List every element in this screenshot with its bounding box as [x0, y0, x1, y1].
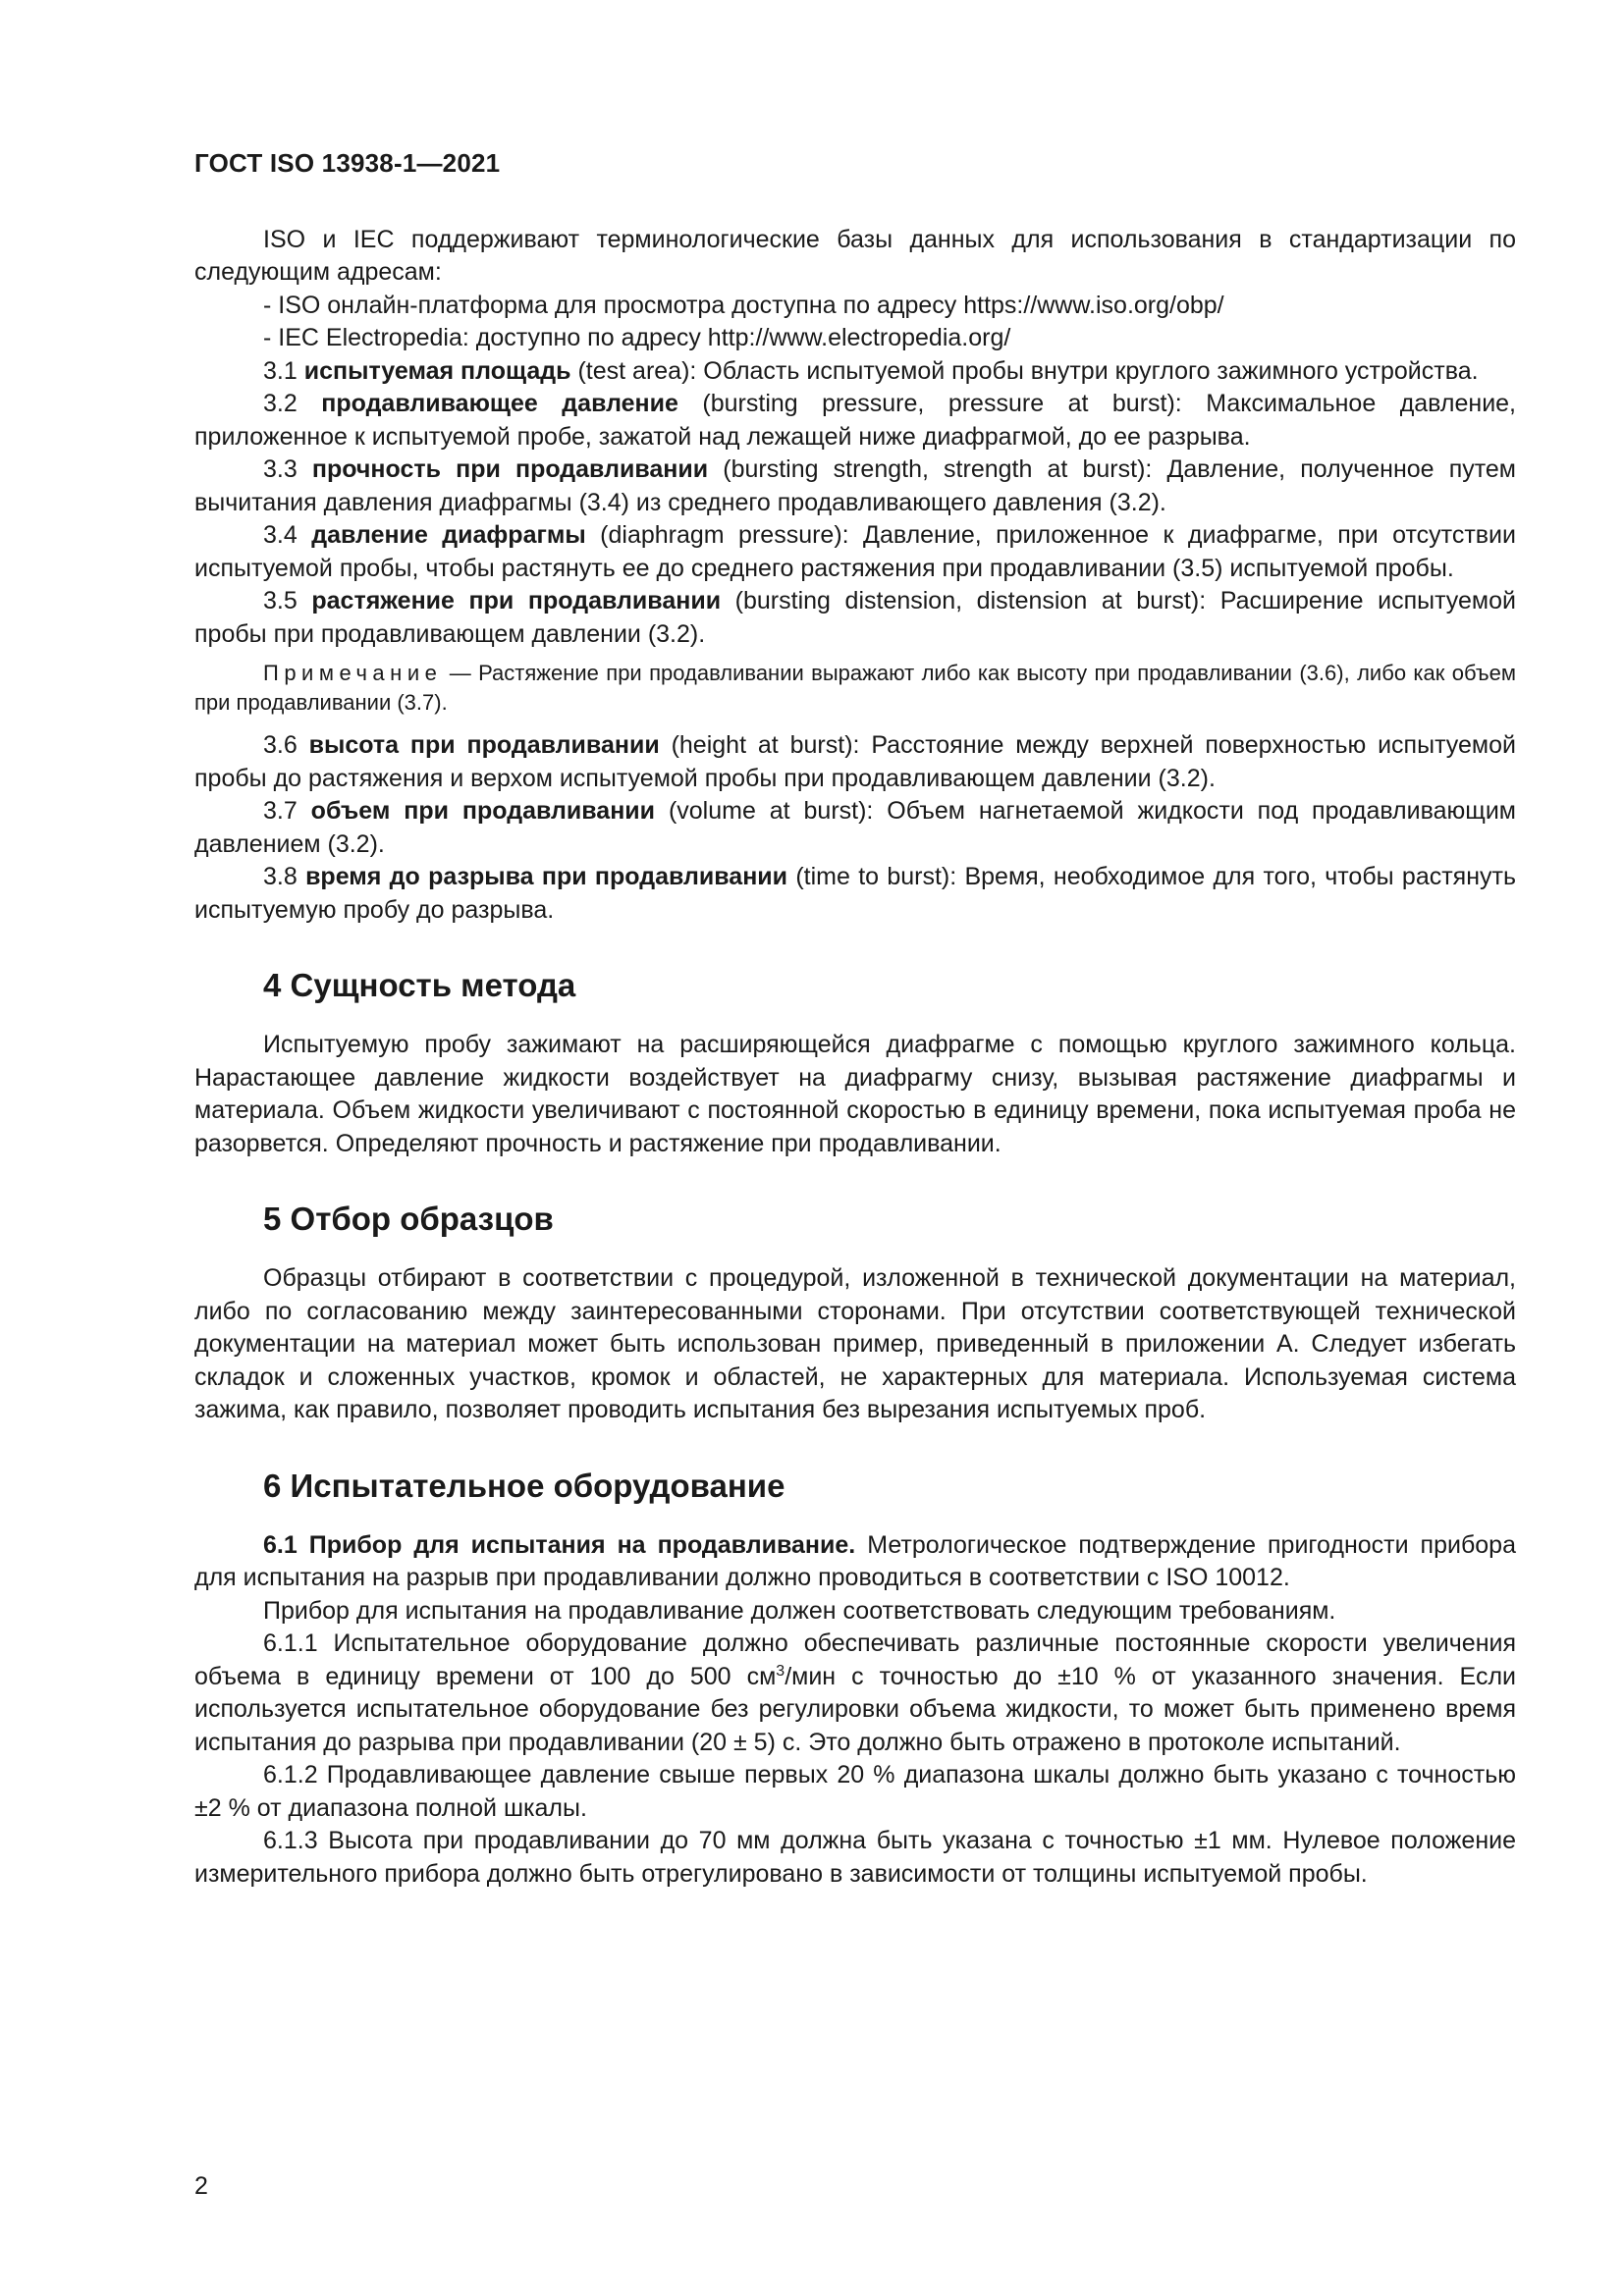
page-number: 2: [194, 2172, 208, 2200]
intro-list-item-iec: - IEC Electropedia: доступно по адресу http://www.electropedia.org/: [263, 324, 1011, 351]
document-header: ГОСТ ISO 13938-1—2021: [194, 148, 501, 178]
clause-6-1-requirements: Прибор для испытания на продавливание должен соответствовать следующим требованиям.: [263, 1596, 1336, 1625]
term-3-8: 3.8 время до разрыва при продавливании (time to burst): Время, необходимое для того, чтобы растянуть испытуемую пробу до разрыва.: [194, 863, 1516, 924]
note-paragraph: Примечание — Растяжение при продавливании выражают либо как высоту при продавливании (3.6), либо как объем при продавливании (3.7).: [194, 661, 1516, 715]
section-5-text: Образцы отбирают в соответствии с процедурой, изложенной в технической документации на материал, либо по согласованию между заинтересованными сторонами. При отсутствии соответствующей технической документации на материал может быть использован пример, приведенный в приложении А. Следует избегать складок и сложенных участков, кромок и областей, не характерных для материала. Используемая система зажима, как правило, позволяет проводить испытания без вырезания испытуемых проб.: [194, 1264, 1516, 1423]
term-3-3: 3.3 прочность при продавливании (bursting strength, strength at burst): Давление, полученное путем вычитания давления диафрагмы (3.4) из среднего продавливающего давления (3.2).: [194, 455, 1516, 516]
clause-6-1-3: 6.1.3 Высота при продавливании до 70 мм должна быть указана с точностью ±1 мм. Нулевое положение измерительного прибора должно быть отрегулировано в зависимости от толщины испытуемой пробы.: [194, 1827, 1516, 1888]
intro-list-item-iso: - ISO онлайн-платформа для просмотра доступна по адресу https://www.iso.org/obp/: [263, 291, 1224, 319]
clause-6-1-1: 6.1.1 Испытательное оборудование должно обеспечивать различные постоянные скорости увеличения объема в единицу времени от 100 до 500 $см^3$/мин с точностью до ±10 % от указанного значения. Если используется испытательное оборудование без регулировки объема жидкости, то может быть применено время испытания до разрыва при продавливании (20 ± 5) с. Это должно быть отражено в протоколе испытаний.: [194, 1629, 1516, 1756]
clause-6-1: 6.1 Прибор для испытания на продавливание. Метрологическое подтверждение пригодности прибора для испытания на разрыв при продавливании должно проводиться в соответствии с ISO 10012.: [194, 1530, 1516, 1591]
note-label: Примечание: [263, 661, 443, 685]
section-5-heading: 5 Отбор образцов: [263, 1201, 554, 1237]
term-3-1: 3.1 испытуемая площадь (test area): Область испытуемой пробы внутри круглого зажимного устройства.: [263, 356, 1479, 385]
term-3-2: 3.2 продавливающее давление (bursting pressure, pressure at burst): Максимальное давление, приложенное к испытуемой пробе, зажатой над лежащей ниже диафрагмой, до ее разрыва.: [194, 390, 1517, 451]
clause-6-1-2: 6.1.2 Продавливающее давление свыше первых 20 % диапазона шкалы должно быть указано с точностью ±2 % от диапазона полной шкалы.: [194, 1761, 1516, 1822]
document-page: [194, 147, 1516, 1891]
term-3-4: 3.4 давление диафрагмы (diaphragm pressure): Давление, приложенное к диафрагме, при отсутствии испытуемой пробы, чтобы растянуть ее до среднего растяжения при продавливании (3.5) испытуемой пробы.: [194, 521, 1516, 582]
section-6-heading: 6 Испытательное оборудование: [263, 1467, 785, 1504]
section-4-text: Испытуемую пробу зажимают на расширяющейся диафрагме с помощью круглого зажимного кольца. Нарастающее давление жидкости воздействует на диафрагму снизу, вызывая растяжение диафрагмы и материала. Объем жидкости увеличивают с постоянной скоростью в единицу времени, пока испытуемая проба не разорвется. Определяют прочность и растяжение при продавливании.: [194, 1031, 1516, 1157]
term-3-7: 3.7 объем при продавливании (volume at burst): Объем нагнетаемой жидкости под продавливающим давлением (3.2).: [194, 797, 1516, 858]
term-3-5: 3.5 растяжение при продавливании (bursting distension, distension at burst): Расширение испытуемой пробы при продавливающем давлении (3.2).: [194, 587, 1516, 648]
section-4-heading: 4 Сущность метода: [263, 967, 576, 1003]
intro-paragraph: ISO и IEC поддерживают терминологические базы данных для использования в стандартизации по следующим адресам:: [194, 225, 1516, 286]
term-3-6: 3.6 высота при продавливании (height at burst): Расстояние между верхней поверхностью испытуемой пробы до растяжения и верхом испытуемой пробы при продавливающем давлении (3.2).: [194, 731, 1516, 792]
